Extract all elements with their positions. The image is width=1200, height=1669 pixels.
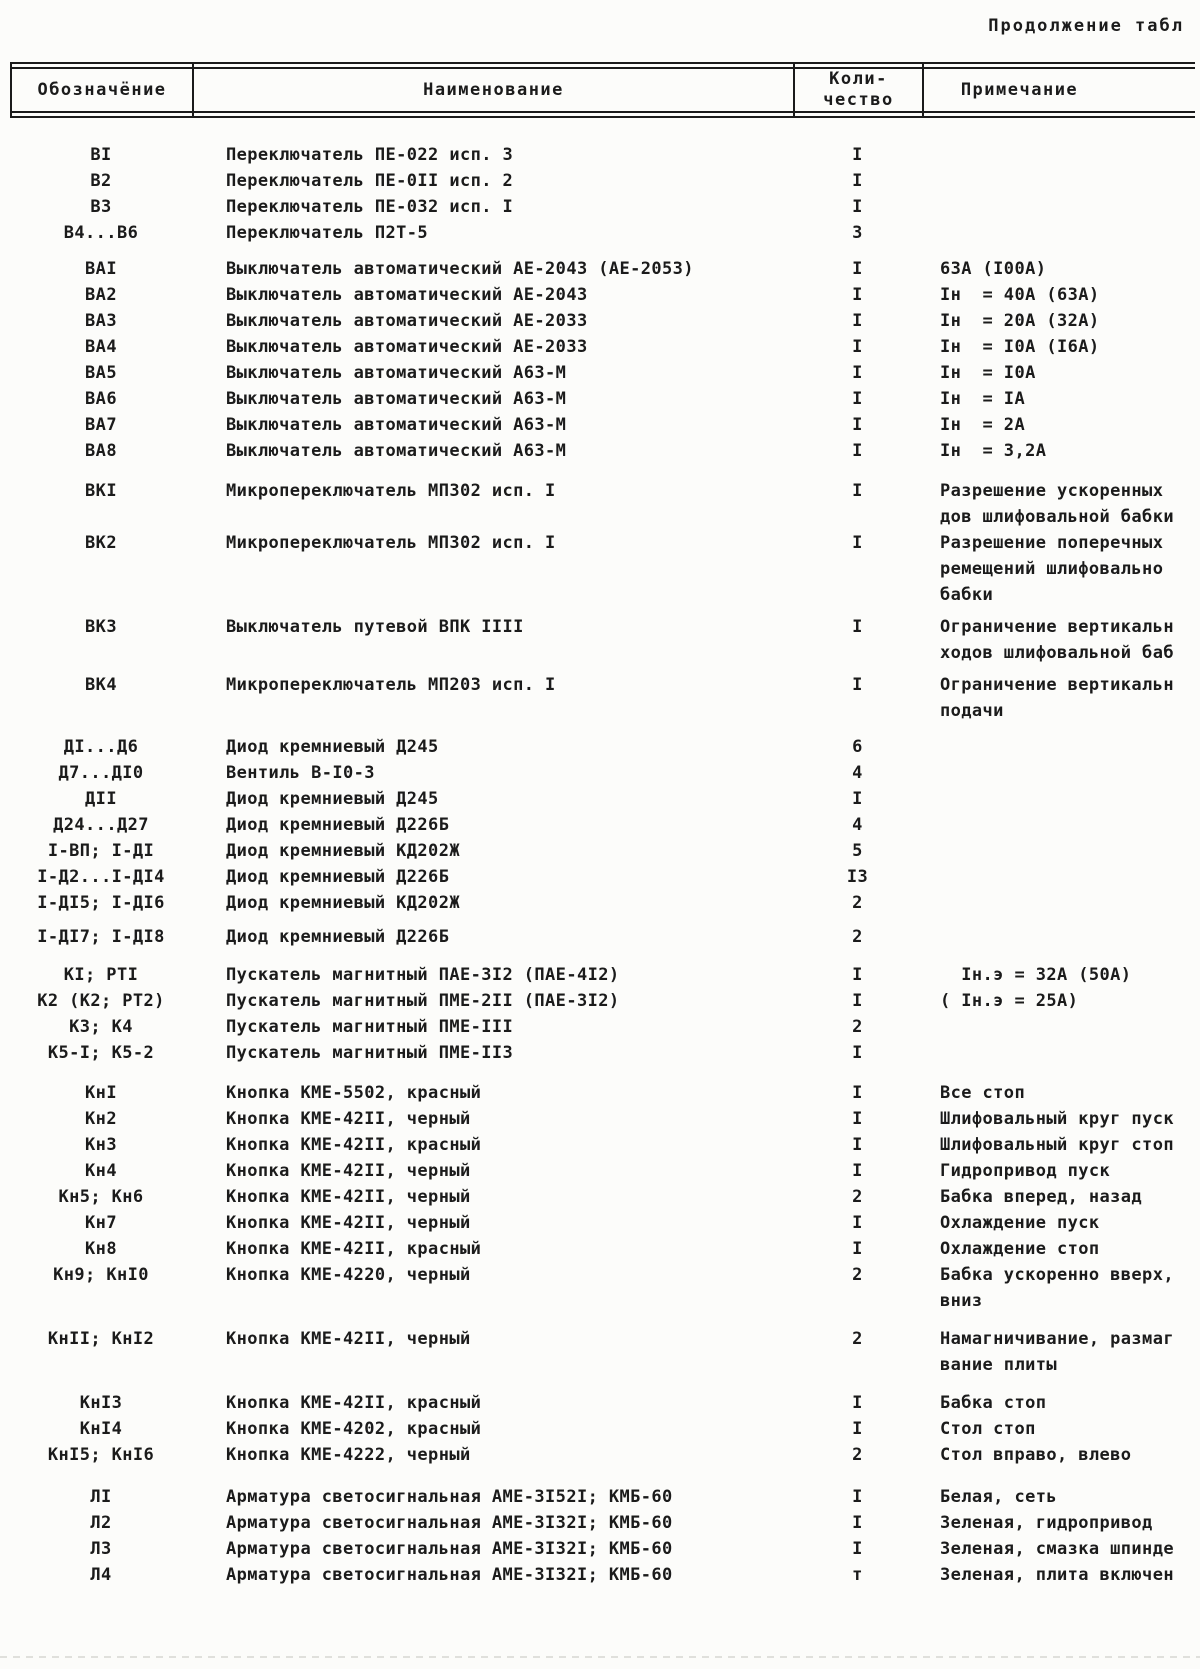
quantity-cell: 2 bbox=[852, 1017, 863, 1037]
table-row bbox=[10, 786, 1195, 812]
row-group bbox=[10, 1390, 1195, 1468]
name-cell: Диод кремниевый КД202Ж bbox=[226, 893, 460, 913]
quantity-cell: I bbox=[852, 1419, 863, 1439]
note-line: Все стоп bbox=[940, 1083, 1026, 1103]
quantity-cell: I bbox=[852, 1109, 863, 1129]
name-cell: Переключатель ПЕ-032 исп. I bbox=[226, 197, 514, 217]
note-line: Зеленая, гидропривод bbox=[940, 1513, 1153, 1533]
note-line: Намагничивание, размаг bbox=[940, 1329, 1174, 1349]
name-cell: Выключатель автоматический А63-М bbox=[226, 389, 567, 409]
note-cell bbox=[922, 256, 1195, 282]
table-row bbox=[10, 412, 1195, 438]
row-group bbox=[10, 962, 1195, 1066]
designation-cell: В4...В6 bbox=[63, 223, 139, 243]
designation-cell: ВА4 bbox=[85, 337, 117, 357]
quantity-cell: 2 bbox=[852, 1445, 863, 1465]
row-group bbox=[10, 256, 1195, 464]
note-line: Охлаждение стоп bbox=[940, 1239, 1100, 1259]
name-cell: Кнопка КМЕ-4220, черный bbox=[226, 1265, 471, 1285]
note-cell bbox=[922, 194, 1195, 220]
name-cell: Кнопка КМЕ-42II, черный bbox=[226, 1187, 471, 1207]
note-cell bbox=[922, 1158, 1195, 1184]
table-row bbox=[10, 1484, 1195, 1510]
designation-cell: КI; РТI bbox=[63, 965, 139, 985]
table-row bbox=[10, 530, 1195, 608]
table-row bbox=[10, 1416, 1195, 1442]
name-cell: Пускатель магнитный ПМЕ-II3 bbox=[226, 1043, 514, 1063]
name-cell: Микропереключатель МП203 исп. I bbox=[226, 675, 556, 695]
note-cell bbox=[922, 1326, 1195, 1378]
table-row bbox=[10, 1106, 1195, 1132]
designation-cell: I-ДI5; I-ДI6 bbox=[37, 893, 165, 913]
quantity-cell: I bbox=[852, 1043, 863, 1063]
table-body bbox=[10, 142, 1195, 1588]
note-cell bbox=[922, 924, 1195, 950]
name-cell: Выключатель автоматический АЕ-2043 bbox=[226, 285, 588, 305]
name-cell: Диод кремниевый Д226Б bbox=[226, 927, 450, 947]
row-group bbox=[10, 1326, 1195, 1378]
row-group bbox=[10, 1080, 1195, 1314]
table-row bbox=[10, 1442, 1195, 1468]
note-line: ( Iн.э = 25А) bbox=[940, 991, 1079, 1011]
note-cell bbox=[922, 1040, 1195, 1066]
table-row bbox=[10, 1236, 1195, 1262]
quantity-cell: I3 bbox=[846, 867, 869, 887]
quantity-cell: I bbox=[852, 991, 863, 1011]
name-cell: Кнопка КМЕ-42II, красный bbox=[226, 1393, 482, 1413]
note-line: Стол вправо, влево bbox=[940, 1445, 1132, 1465]
quantity-cell: I bbox=[852, 415, 863, 435]
designation-cell: КнI5; КнI6 bbox=[47, 1445, 155, 1465]
quantity-cell: I bbox=[852, 1083, 863, 1103]
name-cell: Кнопка КМЕ-42II, черный bbox=[226, 1213, 471, 1233]
row-group bbox=[10, 672, 1195, 724]
name-cell: Кнопка КМЕ-42II, черный bbox=[226, 1161, 471, 1181]
table-row bbox=[10, 614, 1195, 666]
name-cell: Кнопка КМЕ-42II, красный bbox=[226, 1135, 482, 1155]
table-row bbox=[10, 1326, 1195, 1378]
note-cell bbox=[922, 1132, 1195, 1158]
note-line: Iн.э = 32А (50А) bbox=[940, 965, 1132, 985]
table-row bbox=[10, 168, 1195, 194]
quantity-cell: I bbox=[852, 1393, 863, 1413]
designation-cell: ВКI bbox=[85, 481, 117, 501]
designation-cell: Кн2 bbox=[85, 1109, 117, 1129]
quantity-cell: т bbox=[852, 1565, 863, 1585]
name-cell: Арматура светосигнальная АМЕ-3I32I; КМБ-60 bbox=[226, 1513, 673, 1533]
table-row bbox=[10, 334, 1195, 360]
note-line: Бабка стоп bbox=[940, 1393, 1047, 1413]
designation-cell: В2 bbox=[90, 171, 112, 191]
table-row bbox=[10, 760, 1195, 786]
quantity-cell: I bbox=[852, 197, 863, 217]
name-cell: Выключатель автоматический АЕ-2033 bbox=[226, 311, 588, 331]
designation-cell: К2 (К2; РТ2) bbox=[37, 991, 165, 1011]
note-line: ходов шлифовальной баб bbox=[940, 643, 1174, 663]
note-cell bbox=[922, 282, 1195, 308]
note-line: Охлаждение пуск bbox=[940, 1213, 1100, 1233]
note-line: Стол стоп bbox=[940, 1419, 1036, 1439]
note-line: Шлифовальный круг стоп bbox=[940, 1135, 1174, 1155]
quantity-cell: I bbox=[852, 311, 863, 331]
quantity-cell: I bbox=[852, 363, 863, 383]
note-cell bbox=[922, 1080, 1195, 1106]
designation-cell: Л3 bbox=[90, 1539, 112, 1559]
quantity-cell: I bbox=[852, 617, 863, 637]
designation-cell: ВК3 bbox=[85, 617, 117, 637]
name-cell: Выключатель путевой ВПК IIII bbox=[226, 617, 524, 637]
note-cell bbox=[922, 838, 1195, 864]
note-cell bbox=[922, 734, 1195, 760]
name-cell: Выключатель автоматический А63-М bbox=[226, 363, 567, 383]
quantity-cell: 4 bbox=[852, 763, 863, 783]
name-cell: Выключатель автоматический АЕ-2033 bbox=[226, 337, 588, 357]
quantity-cell: I bbox=[852, 1513, 863, 1533]
row-group bbox=[10, 734, 1195, 916]
note-cell bbox=[922, 1562, 1195, 1588]
designation-cell: Л4 bbox=[90, 1565, 112, 1585]
row-group bbox=[10, 1484, 1195, 1588]
designation-cell: Д24...Д27 bbox=[53, 815, 149, 835]
note-cell bbox=[922, 308, 1195, 334]
note-cell bbox=[922, 142, 1195, 168]
note-line: Белая, сеть bbox=[940, 1487, 1057, 1507]
table-row bbox=[10, 1536, 1195, 1562]
name-cell: Кнопка КМЕ-5502, красный bbox=[226, 1083, 482, 1103]
note-line: Разрешение поперечных bbox=[940, 533, 1164, 553]
table-row bbox=[10, 1132, 1195, 1158]
note-line: 63А (I00А) bbox=[940, 259, 1047, 279]
table-row bbox=[10, 838, 1195, 864]
table-row bbox=[10, 1080, 1195, 1106]
table-row bbox=[10, 1262, 1195, 1314]
note-cell bbox=[922, 334, 1195, 360]
table-row bbox=[10, 256, 1195, 282]
note-cell bbox=[922, 672, 1195, 724]
designation-cell: I-Д2...I-ДI4 bbox=[37, 867, 165, 887]
name-cell: Диод кремниевый Д226Б bbox=[226, 815, 450, 835]
note-cell bbox=[922, 1106, 1195, 1132]
name-cell: Арматура светосигнальная АМЕ-3I32I; КМБ-60 bbox=[226, 1539, 673, 1559]
note-cell bbox=[922, 1210, 1195, 1236]
quantity-cell: 2 bbox=[852, 1329, 863, 1349]
quantity-cell: I bbox=[852, 259, 863, 279]
note-line: бабки bbox=[940, 585, 994, 605]
note-line: дов шлифовальной бабки bbox=[940, 507, 1174, 527]
header-designation: Обозначёние bbox=[10, 64, 192, 116]
table-row bbox=[10, 1390, 1195, 1416]
note-line: вание плиты bbox=[940, 1355, 1057, 1375]
name-cell: Арматура светосигнальная АМЕ-3I52I; КМБ-60 bbox=[226, 1487, 673, 1507]
note-cell bbox=[922, 1416, 1195, 1442]
name-cell: Вентиль В-I0-3 bbox=[226, 763, 375, 783]
designation-cell: ВI bbox=[90, 145, 112, 165]
note-line: Ограничение вертикальн bbox=[940, 617, 1174, 637]
row-group bbox=[10, 478, 1195, 608]
table-row bbox=[10, 988, 1195, 1014]
table-row bbox=[10, 142, 1195, 168]
note-cell bbox=[922, 1536, 1195, 1562]
note-line: Бабка ускоренно вверх, bbox=[940, 1265, 1174, 1285]
designation-cell: Кн9; КнI0 bbox=[53, 1265, 149, 1285]
quantity-cell: 6 bbox=[852, 737, 863, 757]
name-cell: Переключатель ПЕ-022 исп. 3 bbox=[226, 145, 514, 165]
note-cell bbox=[922, 168, 1195, 194]
designation-cell: Кн5; Кн6 bbox=[58, 1187, 144, 1207]
note-cell bbox=[922, 962, 1195, 988]
table-row bbox=[10, 1158, 1195, 1184]
table-row bbox=[10, 1562, 1195, 1588]
quantity-cell: 3 bbox=[852, 223, 863, 243]
name-cell: Кнопка КМЕ-4222, черный bbox=[226, 1445, 471, 1465]
name-cell: Выключатель автоматический А63-М bbox=[226, 441, 567, 461]
quantity-cell: I bbox=[852, 675, 863, 695]
quantity-cell: I bbox=[852, 389, 863, 409]
table-row bbox=[10, 478, 1195, 530]
note-cell bbox=[922, 438, 1195, 464]
designation-cell: Кн7 bbox=[85, 1213, 117, 1233]
quantity-cell: I bbox=[852, 1135, 863, 1155]
quantity-cell: I bbox=[852, 1161, 863, 1181]
note-cell bbox=[922, 412, 1195, 438]
name-cell: Арматура светосигнальная АМЕ-3I32I; КМБ-60 bbox=[226, 1565, 673, 1585]
designation-cell: ДI...Д6 bbox=[63, 737, 139, 757]
name-cell: Пускатель магнитный ПМЕ-2II (ПАЕ-3I2) bbox=[226, 991, 620, 1011]
table-row bbox=[10, 308, 1195, 334]
note-cell bbox=[922, 1014, 1195, 1040]
table-row bbox=[10, 1210, 1195, 1236]
note-cell bbox=[922, 1442, 1195, 1468]
header-quantity-line1: Коли- bbox=[829, 69, 888, 89]
table-row bbox=[10, 1184, 1195, 1210]
note-line: Iн = IА bbox=[940, 389, 1026, 409]
name-cell: Кнопка КМЕ-42II, красный bbox=[226, 1239, 482, 1259]
designation-cell: Кн8 bbox=[85, 1239, 117, 1259]
note-line: Iн = I0А (I6А) bbox=[940, 337, 1100, 357]
designation-cell: Д7...ДI0 bbox=[58, 763, 144, 783]
name-cell: Диод кремниевый КД202Ж bbox=[226, 841, 460, 861]
designation-cell: ВА5 bbox=[85, 363, 117, 383]
quantity-cell: I bbox=[852, 1239, 863, 1259]
table-row bbox=[10, 890, 1195, 916]
note-line: Гидропривод пуск bbox=[940, 1161, 1111, 1181]
table-row bbox=[10, 220, 1195, 246]
bottom-scan-line bbox=[0, 1656, 1200, 1658]
note-line: вниз bbox=[940, 1291, 983, 1311]
note-cell bbox=[922, 760, 1195, 786]
table-row bbox=[10, 1014, 1195, 1040]
designation-cell: ВК2 bbox=[85, 533, 117, 553]
quantity-cell: I bbox=[852, 337, 863, 357]
note-cell bbox=[922, 1390, 1195, 1416]
designation-cell: ВК4 bbox=[85, 675, 117, 695]
note-line: Iн = 3,2А bbox=[940, 441, 1047, 461]
quantity-cell: I bbox=[852, 285, 863, 305]
note-line: Iн = 20А (32А) bbox=[940, 311, 1100, 331]
name-cell: Диод кремниевый Д245 bbox=[226, 737, 439, 757]
table-row bbox=[10, 1510, 1195, 1536]
designation-cell: ВА2 bbox=[85, 285, 117, 305]
note-line: Разрешение ускоренных bbox=[940, 481, 1164, 501]
note-line: Iн = I0А bbox=[940, 363, 1036, 383]
name-cell: Кнопка КМЕ-42II, черный bbox=[226, 1109, 471, 1129]
name-cell: Микропереключатель МП302 исп. I bbox=[226, 533, 556, 553]
header-quantity bbox=[793, 64, 922, 116]
table-row bbox=[10, 386, 1195, 412]
name-cell: Диод кремниевый Д245 bbox=[226, 789, 439, 809]
designation-cell: ДII bbox=[85, 789, 117, 809]
quantity-cell: I bbox=[852, 171, 863, 191]
note-cell bbox=[922, 220, 1195, 246]
designation-cell: I-ВП; I-ДI bbox=[47, 841, 155, 861]
note-cell bbox=[922, 530, 1195, 608]
quantity-cell: 4 bbox=[852, 815, 863, 835]
note-cell bbox=[922, 890, 1195, 916]
name-cell: Выключатель автоматический АЕ-2043 (АЕ-2053) bbox=[226, 259, 694, 279]
quantity-cell: 2 bbox=[852, 893, 863, 913]
note-line: Ограничение вертикальн bbox=[940, 675, 1174, 695]
note-cell bbox=[922, 864, 1195, 890]
designation-cell: ВА6 bbox=[85, 389, 117, 409]
note-cell bbox=[922, 1262, 1195, 1314]
header-quantity-line2: чество bbox=[823, 90, 894, 110]
note-cell bbox=[922, 386, 1195, 412]
quantity-cell: 2 bbox=[852, 1187, 863, 1207]
table-row bbox=[10, 438, 1195, 464]
note-cell bbox=[922, 1184, 1195, 1210]
designation-cell: КнI bbox=[85, 1083, 117, 1103]
quantity-cell: I bbox=[852, 1213, 863, 1233]
designation-cell: В3 bbox=[90, 197, 112, 217]
quantity-cell: I bbox=[852, 1487, 863, 1507]
table-row bbox=[10, 360, 1195, 386]
name-cell: Переключатель ПЕ-0II исп. 2 bbox=[226, 171, 514, 191]
designation-cell: ВА7 bbox=[85, 415, 117, 435]
quantity-cell: 2 bbox=[852, 1265, 863, 1285]
name-cell: Микропереключатель МП302 исп. I bbox=[226, 481, 556, 501]
note-cell bbox=[922, 360, 1195, 386]
quantity-cell: I bbox=[852, 965, 863, 985]
quantity-cell: I bbox=[852, 481, 863, 501]
quantity-cell: I bbox=[852, 789, 863, 809]
note-line: Бабка вперед, назад bbox=[940, 1187, 1143, 1207]
table-header bbox=[10, 62, 1195, 118]
note-cell bbox=[922, 988, 1195, 1014]
note-line: Iн = 40А (63А) bbox=[940, 285, 1100, 305]
designation-cell: К5-I; К5-2 bbox=[47, 1043, 155, 1063]
designation-cell: КнII; КнI2 bbox=[47, 1329, 155, 1349]
name-cell: Пускатель магнитный ПАЕ-3I2 (ПАЕ-4I2) bbox=[226, 965, 620, 985]
name-cell: Пускатель магнитный ПМЕ-III bbox=[226, 1017, 514, 1037]
row-group bbox=[10, 142, 1195, 246]
table-row bbox=[10, 962, 1195, 988]
name-cell: Кнопка КМЕ-42II, черный bbox=[226, 1329, 471, 1349]
note-line: ремещений шлифовально bbox=[940, 559, 1164, 579]
name-cell: Переключатель П2Т-5 bbox=[226, 223, 429, 243]
name-cell: Кнопка КМЕ-4202, красный bbox=[226, 1419, 482, 1439]
designation-cell: ВА8 bbox=[85, 441, 117, 461]
name-cell: Диод кремниевый Д226Б bbox=[226, 867, 450, 887]
note-cell bbox=[922, 1484, 1195, 1510]
designation-cell: КнI3 bbox=[79, 1393, 123, 1413]
note-cell bbox=[922, 786, 1195, 812]
quantity-cell: 2 bbox=[852, 927, 863, 947]
designation-cell: Л2 bbox=[90, 1513, 112, 1533]
designation-cell: ВА3 bbox=[85, 311, 117, 331]
designation-cell: Кн4 bbox=[85, 1161, 117, 1181]
table-row bbox=[10, 924, 1195, 950]
note-line: Зеленая, плита включен bbox=[940, 1565, 1174, 1585]
row-group bbox=[10, 924, 1195, 950]
note-cell bbox=[922, 614, 1195, 666]
note-line: Зеленая, смазка шпинде bbox=[940, 1539, 1174, 1559]
note-line: Шлифовальный круг пуск bbox=[940, 1109, 1174, 1129]
note-cell bbox=[922, 812, 1195, 838]
designation-cell: КнI4 bbox=[79, 1419, 123, 1439]
designation-cell: К3; К4 bbox=[69, 1017, 133, 1037]
table-row bbox=[10, 734, 1195, 760]
designation-cell: Кн3 bbox=[85, 1135, 117, 1155]
designation-cell: ЛI bbox=[90, 1487, 112, 1507]
table-row bbox=[10, 812, 1195, 838]
table-row bbox=[10, 864, 1195, 890]
quantity-cell: I bbox=[852, 145, 863, 165]
row-group bbox=[10, 614, 1195, 666]
quantity-cell: I bbox=[852, 533, 863, 553]
designation-cell: ВАI bbox=[85, 259, 117, 279]
note-cell bbox=[922, 1510, 1195, 1536]
designation-cell: I-ДI7; I-ДI8 bbox=[37, 927, 165, 947]
note-line: Iн = 2А bbox=[940, 415, 1026, 435]
note-cell bbox=[922, 478, 1195, 530]
quantity-cell: 5 bbox=[852, 841, 863, 861]
page-title: Продолжение табл bbox=[988, 16, 1184, 36]
table-row bbox=[10, 672, 1195, 724]
table-row bbox=[10, 282, 1195, 308]
header-note: Примечание bbox=[922, 64, 1195, 116]
name-cell: Выключатель автоматический А63-М bbox=[226, 415, 567, 435]
quantity-cell: I bbox=[852, 441, 863, 461]
table-row bbox=[10, 194, 1195, 220]
header-name: Наименование bbox=[192, 64, 793, 116]
note-cell bbox=[922, 1236, 1195, 1262]
quantity-cell: I bbox=[852, 1539, 863, 1559]
note-line: подачи bbox=[940, 701, 1004, 721]
table-row bbox=[10, 1040, 1195, 1066]
